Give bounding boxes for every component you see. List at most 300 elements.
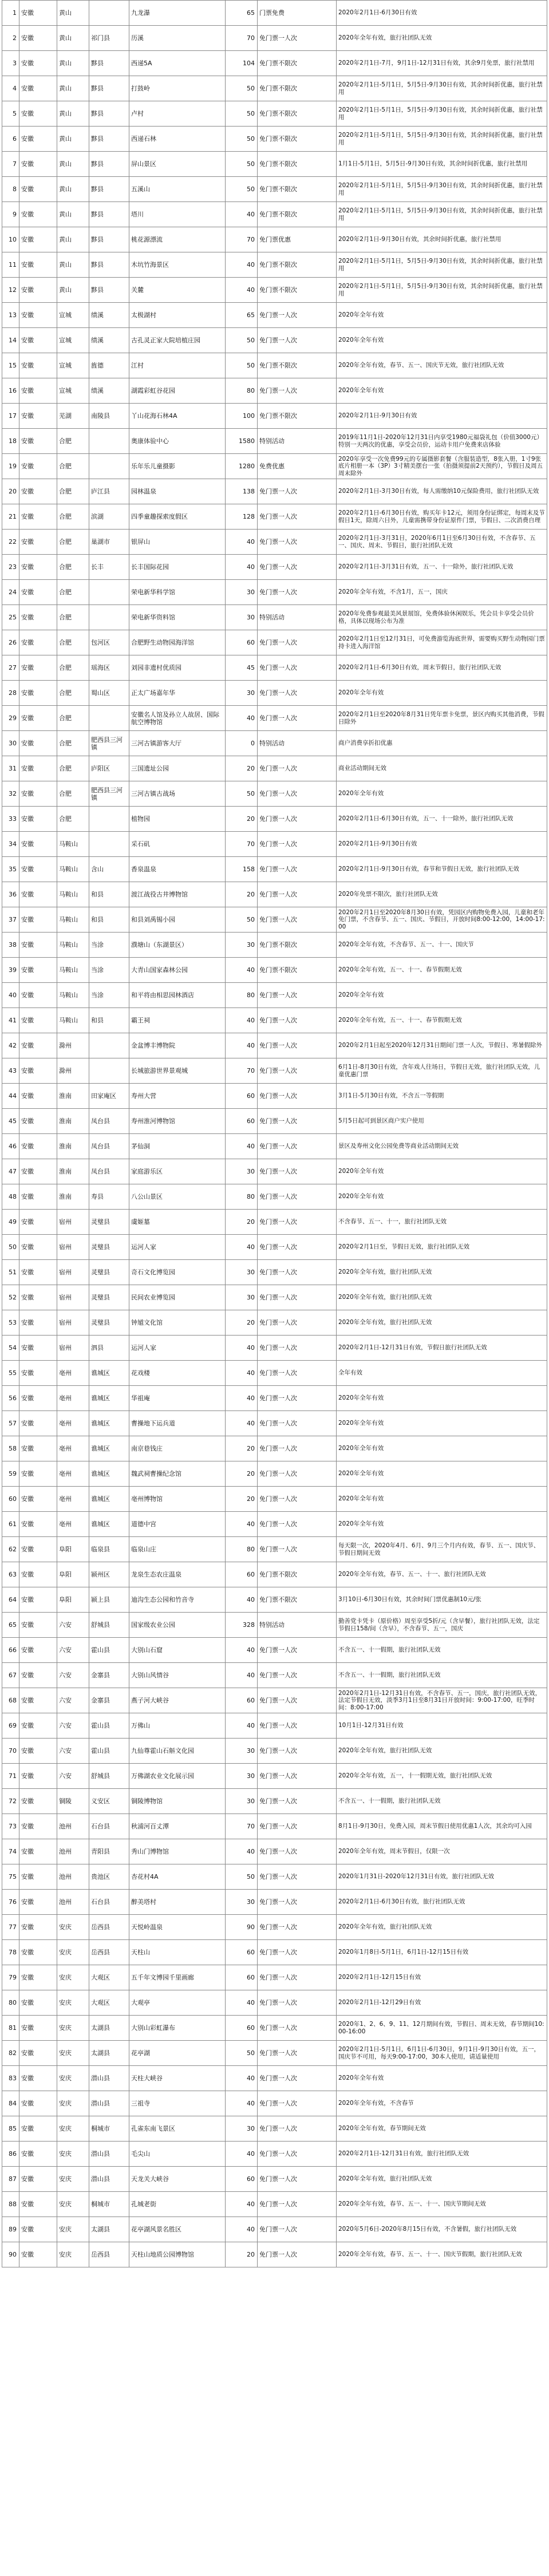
row-number: 10: [2, 227, 19, 252]
validity-note-cell: 2020年2月1日-5月1日，5月5日-9月30日有效，其余时间折优惠，旅行社禁用: [337, 278, 547, 303]
scenic-spot-cell: 运河人家: [129, 1235, 226, 1260]
ticket-price-cell: 20: [226, 1461, 258, 1487]
city-cell: 安庆: [57, 2217, 89, 2242]
scenic-spot-cell: 五溪山: [129, 177, 226, 202]
county-cell: 石台县: [89, 1890, 129, 1915]
discount-type-cell: 免门票不限次: [258, 101, 337, 127]
city-cell: 安庆: [57, 2116, 89, 2142]
table-row: [2, 1361, 547, 1386]
ticket-price-cell: 60: [226, 1562, 258, 1587]
county-cell: 寿县: [89, 1184, 129, 1210]
row-number: 66: [2, 1638, 19, 1663]
city-cell: 芜湖: [57, 404, 89, 429]
scenic-spot-cell: 采石矶: [129, 832, 226, 857]
province-cell: 安徽: [19, 202, 57, 227]
province-cell: 安徽: [19, 152, 57, 177]
city-cell: 安庆: [57, 1940, 89, 1965]
city-cell: 阜阳: [57, 1537, 89, 1562]
validity-note-cell: 2020年全年有效，春节、五一、十一、国庆节假期，旅行社团队无效: [337, 2242, 547, 2267]
scenic-spot-cell: 濮塘山（东湖景区）: [129, 933, 226, 958]
ticket-price-cell: 40: [226, 1512, 258, 1537]
county-cell: 谯城区: [89, 1386, 129, 1411]
county-cell: 贵池区: [89, 1864, 129, 1890]
city-cell: 合肥: [57, 429, 89, 454]
province-cell: 安徽: [19, 1613, 57, 1638]
ticket-price-cell: 104: [226, 51, 258, 76]
city-cell: 合肥: [57, 756, 89, 781]
validity-note-cell: 2020年全年有效: [337, 1512, 547, 1537]
row-number: 23: [2, 555, 19, 580]
city-cell: 安庆: [57, 1965, 89, 1990]
city-cell: 亳州: [57, 1411, 89, 1436]
validity-note-cell: 2020年全年有效: [337, 1411, 547, 1436]
table-row: [2, 51, 547, 76]
table-row: [2, 202, 547, 227]
row-number: 69: [2, 1713, 19, 1739]
table-row: [2, 479, 547, 504]
county-cell: [89, 706, 129, 731]
discount-type-cell: 免门票一人次: [258, 1084, 337, 1109]
ticket-price-cell: 20: [226, 1210, 258, 1235]
discount-type-cell: 免门票一人次: [258, 1008, 337, 1033]
city-cell: 六安: [57, 1739, 89, 1764]
city-cell: 阜阳: [57, 1562, 89, 1587]
validity-note-cell: 2020年免费参观最美风景展馆，免费体验休闲娱乐，凭会员卡享受会员价格，具体以现场公布为准: [337, 605, 547, 630]
table-row: [2, 630, 547, 655]
discount-type-cell: 免门票一人次: [258, 907, 337, 933]
city-cell: 合肥: [57, 479, 89, 504]
row-number: 47: [2, 1159, 19, 1184]
city-cell: 六安: [57, 1613, 89, 1638]
scenic-spot-cell: 打鼓岭: [129, 76, 226, 101]
table-row: [2, 706, 547, 731]
validity-note-cell: 2020年全年有效: [337, 983, 547, 1008]
scenic-spot-cell: 奥康体验中心: [129, 429, 226, 454]
table-row: [2, 1613, 547, 1638]
ticket-price-cell: 30: [226, 1890, 258, 1915]
county-cell: 肥西县三河镇: [89, 781, 129, 807]
discount-type-cell: 免门票一人次: [258, 580, 337, 605]
ticket-price-cell: 45: [226, 655, 258, 681]
discount-type-cell: 免门票不限次: [258, 933, 337, 958]
discount-type-cell: 免门票一人次: [258, 378, 337, 404]
validity-note-cell: 2020年2月1日-5月1日，5月5日-9月30日有效，其余时间折优惠，旅行社禁用: [337, 76, 547, 101]
row-number: 43: [2, 1058, 19, 1084]
province-cell: 安徽: [19, 1764, 57, 1789]
validity-note-cell: 2020年全年有效，不含春节: [337, 2091, 547, 2116]
scenic-spot-cell: 茅仙洞: [129, 1134, 226, 1159]
ticket-price-cell: 60: [226, 1688, 258, 1713]
row-number: 28: [2, 681, 19, 706]
table-row: [2, 127, 547, 152]
validity-note-cell: 2020年全年有效: [337, 1159, 547, 1184]
discount-type-cell: 免门票一人次: [258, 706, 337, 731]
ticket-price-cell: 40: [226, 958, 258, 983]
discount-type-cell: 免门票一人次: [258, 1638, 337, 1663]
county-cell: 旌德: [89, 353, 129, 378]
ticket-price-cell: 30: [226, 1260, 258, 1285]
row-number: 33: [2, 807, 19, 832]
row-number: 72: [2, 1789, 19, 1814]
city-cell: 铜陵: [57, 1789, 89, 1814]
city-cell: 六安: [57, 1638, 89, 1663]
discount-type-cell: 免门票不限次: [258, 177, 337, 202]
county-cell: 岳西县: [89, 1940, 129, 1965]
county-cell: 当涂: [89, 958, 129, 983]
discount-type-cell: 特别活动: [258, 605, 337, 630]
province-cell: 安徽: [19, 177, 57, 202]
county-cell: 谯城区: [89, 1361, 129, 1386]
discount-type-cell: 免门票一人次: [258, 2217, 337, 2242]
row-number: 41: [2, 1008, 19, 1033]
discount-type-cell: 免门票一人次: [258, 1260, 337, 1285]
row-number: 39: [2, 958, 19, 983]
row-number: 84: [2, 2091, 19, 2116]
discount-type-cell: 免门票一人次: [258, 1336, 337, 1361]
county-cell: [89, 807, 129, 832]
ticket-price-cell: 50: [226, 353, 258, 378]
table-row: [2, 655, 547, 681]
county-cell: 石台县: [89, 1814, 129, 1839]
table-row: [2, 404, 547, 429]
county-cell: 黟县: [89, 127, 129, 152]
validity-note-cell: 5月5日起可到景区商户实户使用: [337, 1109, 547, 1134]
scenic-spot-cell: 大别山风情谷: [129, 1663, 226, 1688]
table-row: [2, 1990, 547, 2016]
province-cell: 安徽: [19, 807, 57, 832]
table-row: [2, 504, 547, 530]
discount-type-cell: 免门票一人次: [258, 1814, 337, 1839]
province-cell: 安徽: [19, 26, 57, 51]
province-cell: 安徽: [19, 328, 57, 353]
province-cell: 安徽: [19, 1487, 57, 1512]
row-number: 76: [2, 1890, 19, 1915]
row-number: 24: [2, 580, 19, 605]
ticket-price-cell: 40: [226, 202, 258, 227]
county-cell: 义安区: [89, 1789, 129, 1814]
discount-type-cell: 免门票一人次: [258, 2167, 337, 2192]
validity-note-cell: 3月1日-5月30日有效，不含五一等假期: [337, 1084, 547, 1109]
city-cell: 宿州: [57, 1336, 89, 1361]
scenic-spot-cell: 天柱山地质公园博物馆: [129, 2242, 226, 2267]
table-row: [2, 1512, 547, 1537]
validity-note-cell: 2020年2月1日-5月1日，5月5日-9月30日有效，其余时间折优惠，旅行社禁用: [337, 252, 547, 278]
ticket-price-cell: 50: [226, 907, 258, 933]
row-number: 90: [2, 2242, 19, 2267]
discount-type-cell: 门票免费: [258, 1, 337, 26]
ticket-price-cell: 50: [226, 127, 258, 152]
city-cell: 六安: [57, 1764, 89, 1789]
ticket-price-cell: 20: [226, 2242, 258, 2267]
scenic-spot-cell: 三国遗址公园: [129, 756, 226, 781]
validity-note-cell: 2020年全年有效，周末节假日，仅限一次: [337, 1839, 547, 1864]
validity-note-cell: 2020年全年有效: [337, 1386, 547, 1411]
city-cell: 合肥: [57, 807, 89, 832]
discount-type-cell: 免门票一人次: [258, 1159, 337, 1184]
scenic-spot-cell: 民间农业博览园: [129, 1285, 226, 1310]
table-row: [2, 1008, 547, 1033]
scenic-spot-cell: 魏武祠曹操纪念馆: [129, 1461, 226, 1487]
row-number: 16: [2, 378, 19, 404]
province-cell: 安徽: [19, 1562, 57, 1587]
province-cell: 安徽: [19, 1461, 57, 1487]
table-row: [2, 907, 547, 933]
ticket-price-cell: 20: [226, 1436, 258, 1461]
row-number: 53: [2, 1310, 19, 1336]
city-cell: 马鞍山: [57, 958, 89, 983]
city-cell: 池州: [57, 1839, 89, 1864]
province-cell: 安徽: [19, 605, 57, 630]
county-cell: 岳西县: [89, 1915, 129, 1940]
county-cell: [89, 1, 129, 26]
city-cell: 六安: [57, 1688, 89, 1713]
discount-type-cell: 免门票一人次: [258, 2192, 337, 2217]
county-cell: 潜山县: [89, 2167, 129, 2192]
province-cell: 安徽: [19, 1386, 57, 1411]
discount-type-cell: 免门票一人次: [258, 2041, 337, 2066]
scenic-spot-cell: 和平将由相思园林酒店: [129, 983, 226, 1008]
row-number: 67: [2, 1663, 19, 1688]
table-row: [2, 1940, 547, 1965]
ticket-price-cell: 40: [226, 1587, 258, 1613]
table-row: [2, 1436, 547, 1461]
scenic-spot-cell: 花戏楼: [129, 1361, 226, 1386]
ticket-price-cell: 1280: [226, 454, 258, 479]
scenic-spot-cell: 秀山门博物馆: [129, 1839, 226, 1864]
table-row: [2, 1739, 547, 1764]
province-cell: 安徽: [19, 404, 57, 429]
table-row: [2, 328, 547, 353]
validity-note-cell: 2020年全年有效: [337, 303, 547, 328]
validity-note-cell: 2020年2月1日-12月31日有效，不含春节、五一，国庆，旅行社团队无效，法定节假日无效，淡季3月1日至8月31日开放时间：9:00-17:00，旺季时间：8:00-17:00: [337, 1688, 547, 1713]
table-row: [2, 1537, 547, 1562]
row-number: 27: [2, 655, 19, 681]
scenic-spot-cell: 关麓: [129, 278, 226, 303]
scenic-spot-cell: 南京巷钱庄: [129, 1436, 226, 1461]
ticket-price-cell: 40: [226, 1033, 258, 1058]
city-cell: 黄山: [57, 252, 89, 278]
validity-note-cell: 每天限一次，2020年4月、6月、9月三个月内有效，春节、五一、国庆节、节假日期间无效: [337, 1537, 547, 1562]
province-cell: 安徽: [19, 958, 57, 983]
province-cell: 安徽: [19, 681, 57, 706]
province-cell: 安徽: [19, 1159, 57, 1184]
city-cell: 安庆: [57, 1990, 89, 2016]
row-number: 26: [2, 630, 19, 655]
ticket-price-cell: 40: [226, 2091, 258, 2116]
table-row: [2, 1285, 547, 1310]
province-cell: 安徽: [19, 1940, 57, 1965]
county-cell: 潜山县: [89, 2066, 129, 2091]
scenic-spot-cell: 燕子河大峡谷: [129, 1688, 226, 1713]
validity-note-cell: 2020年2月1日-5月1日，5月5日-9月30日有效，其余时间折优惠，旅行社禁用: [337, 101, 547, 127]
table-row: [2, 1461, 547, 1487]
validity-note-cell: 2020年享受一次免费99元的专属摄影套餐（含服装造型，8张入册，1寸9张底片相册一本（3P）3寸精美摆台一张（拍摄须提前2天预约），节假日及周五周末除外: [337, 454, 547, 479]
discount-type-cell: 免门票一人次: [258, 1713, 337, 1739]
ticket-price-cell: 70: [226, 1058, 258, 1084]
row-number: 17: [2, 404, 19, 429]
validity-note-cell: 2020年2月1日-3月31日有效，五一、十一除外，旅行社团队无效: [337, 555, 547, 580]
table-row: [2, 2066, 547, 2091]
province-cell: 安徽: [19, 101, 57, 127]
county-cell: 灵璧县: [89, 1260, 129, 1285]
scenic-spot-cell: 西递石林: [129, 127, 226, 152]
ticket-price-cell: 80: [226, 983, 258, 1008]
ticket-price-cell: 40: [226, 1990, 258, 2016]
validity-note-cell: 全年有效: [337, 1361, 547, 1386]
row-number: 8: [2, 177, 19, 202]
scenic-spot-cell: 安徽名人馆及孙立人故居、国际航空博物馆: [129, 706, 226, 731]
ticket-price-cell: 70: [226, 1814, 258, 1839]
discount-type-cell: 免门票一人次: [258, 1789, 337, 1814]
scenic-spot-cell: 秋浦河百丈潭: [129, 1814, 226, 1839]
county-cell: 临泉县: [89, 1537, 129, 1562]
row-number: 50: [2, 1235, 19, 1260]
scenic-spot-cell: 香泉温泉: [129, 857, 226, 882]
table-row: [2, 1210, 547, 1235]
row-number: 38: [2, 933, 19, 958]
scenic-spot-cell: 道德中宫: [129, 1512, 226, 1537]
discount-type-cell: 免门票不限次: [258, 404, 337, 429]
city-cell: 宣城: [57, 353, 89, 378]
row-number: 11: [2, 252, 19, 278]
validity-note-cell: 商业活动期间无效: [337, 756, 547, 781]
discount-type-cell: 免门票一人次: [258, 1739, 337, 1764]
ticket-price-cell: 50: [226, 76, 258, 101]
ticket-price-cell: 40: [226, 555, 258, 580]
scenic-spot-cell: 三河古镇古战场: [129, 781, 226, 807]
discount-type-cell: 免门票一人次: [258, 1965, 337, 1990]
scenic-spot-cell: 合肥野生动物园海洋馆: [129, 630, 226, 655]
scenic-spot-cell: 天柱山: [129, 1940, 226, 1965]
city-cell: 安庆: [57, 2167, 89, 2192]
county-cell: 滨湖: [89, 504, 129, 530]
row-number: 46: [2, 1134, 19, 1159]
discount-type-cell: 免门票一人次: [258, 983, 337, 1008]
scenic-spot-cell: 万佛山: [129, 1713, 226, 1739]
validity-note-cell: 景区及寿州文化公园免费等商业活动期间无效: [337, 1134, 547, 1159]
table-row: [2, 26, 547, 51]
scenic-spot-cell: 塔川: [129, 202, 226, 227]
scenic-spot-cell: 曹操地下运兵道: [129, 1411, 226, 1436]
ticket-price-cell: 60: [226, 2016, 258, 2041]
province-cell: 安徽: [19, 655, 57, 681]
validity-note-cell: 2020年5月6日-2020年8月15日有效，不含暑假，旅行社团队无效: [337, 2217, 547, 2242]
row-number: 73: [2, 1814, 19, 1839]
scenic-spot-cell: 荣电新华资料馆: [129, 605, 226, 630]
province-cell: 安徽: [19, 479, 57, 504]
county-cell: 绩溪: [89, 378, 129, 404]
scenic-spot-cell: 龙泉生态农庄温泉: [129, 1562, 226, 1587]
scenic-discount-table: [2, 0, 547, 2267]
validity-note-cell: 2020年全年有效，旅行社团队无效: [337, 1260, 547, 1285]
ticket-price-cell: 158: [226, 857, 258, 882]
ticket-price-cell: 30: [226, 1764, 258, 1789]
city-cell: 安庆: [57, 1915, 89, 1940]
row-number: 86: [2, 2142, 19, 2167]
validity-note-cell: 2020年2月1日-3月31日，2020年6月1日至6月30日有效，不含春节、五一、国庆、周末、节假日，旅行社团队无效: [337, 530, 547, 555]
province-cell: 安徽: [19, 706, 57, 731]
row-number: 2: [2, 26, 19, 51]
province-cell: 安徽: [19, 227, 57, 252]
city-cell: 合肥: [57, 781, 89, 807]
scenic-spot-cell: 江村: [129, 353, 226, 378]
county-cell: 青阳县: [89, 1839, 129, 1864]
province-cell: 安徽: [19, 832, 57, 857]
county-cell: 灵璧县: [89, 1210, 129, 1235]
province-cell: 安徽: [19, 1033, 57, 1058]
discount-type-cell: 免门票一人次: [258, 1890, 337, 1915]
city-cell: 阜阳: [57, 1587, 89, 1613]
county-cell: [89, 832, 129, 857]
city-cell: 黄山: [57, 26, 89, 51]
province-cell: 安徽: [19, 378, 57, 404]
table-row: [2, 1386, 547, 1411]
validity-note-cell: 2020年2月1日-6月30日有效，旅行社团队无效: [337, 1890, 547, 1915]
validity-note-cell: 2020年全年有效，旅行社团队无效: [337, 2167, 547, 2192]
county-cell: 霍山县: [89, 1739, 129, 1764]
ticket-price-cell: 50: [226, 1864, 258, 1890]
county-cell: 瑶海区: [89, 655, 129, 681]
discount-type-cell: 免门票一人次: [258, 1839, 337, 1864]
scenic-spot-cell: 正太广场嘉年华: [129, 681, 226, 706]
county-cell: 黟县: [89, 278, 129, 303]
scenic-spot-cell: 家庭游乐区: [129, 1159, 226, 1184]
province-cell: 安徽: [19, 1210, 57, 1235]
province-cell: 安徽: [19, 983, 57, 1008]
city-cell: 安庆: [57, 2142, 89, 2167]
discount-type-cell: 免门票不限次: [258, 1587, 337, 1613]
row-number: 5: [2, 101, 19, 127]
county-cell: 舒城县: [89, 1764, 129, 1789]
scenic-spot-cell: 荣电新华科学馆: [129, 580, 226, 605]
county-cell: 大观区: [89, 1965, 129, 1990]
city-cell: 黄山: [57, 1, 89, 26]
scenic-spot-cell: 华祖庵: [129, 1386, 226, 1411]
province-cell: 安徽: [19, 1361, 57, 1386]
ticket-price-cell: 40: [226, 1663, 258, 1688]
city-cell: 安庆: [57, 2066, 89, 2091]
city-cell: 黄山: [57, 51, 89, 76]
city-cell: 亳州: [57, 1361, 89, 1386]
validity-note-cell: 2020年全年有效: [337, 1184, 547, 1210]
ticket-price-cell: 30: [226, 580, 258, 605]
table-row: [2, 1336, 547, 1361]
table-row: [2, 76, 547, 101]
validity-note-cell: 2020年全年有效，旅行社团队无效: [337, 1310, 547, 1336]
ticket-price-cell: 30: [226, 2116, 258, 2142]
scenic-spot-cell: 长丰国际花园: [129, 555, 226, 580]
province-cell: 安徽: [19, 555, 57, 580]
row-number: 48: [2, 1184, 19, 1210]
row-number: 25: [2, 605, 19, 630]
city-cell: 黄山: [57, 278, 89, 303]
ticket-price-cell: 30: [226, 933, 258, 958]
province-cell: 安徽: [19, 127, 57, 152]
ticket-price-cell: 30: [226, 1789, 258, 1814]
validity-note-cell: 2020年2月1日-12月15日有效: [337, 1965, 547, 1990]
city-cell: 宿州: [57, 1210, 89, 1235]
discount-type-cell: 免门票一人次: [258, 1033, 337, 1058]
table-row: [2, 857, 547, 882]
province-cell: 安徽: [19, 1663, 57, 1688]
table-row: [2, 807, 547, 832]
table-row: [2, 1587, 547, 1613]
table-row: [2, 781, 547, 807]
province-cell: 安徽: [19, 2116, 57, 2142]
row-number: 44: [2, 1084, 19, 1109]
ticket-price-cell: 50: [226, 177, 258, 202]
discount-type-cell: 免门票一人次: [258, 1537, 337, 1562]
